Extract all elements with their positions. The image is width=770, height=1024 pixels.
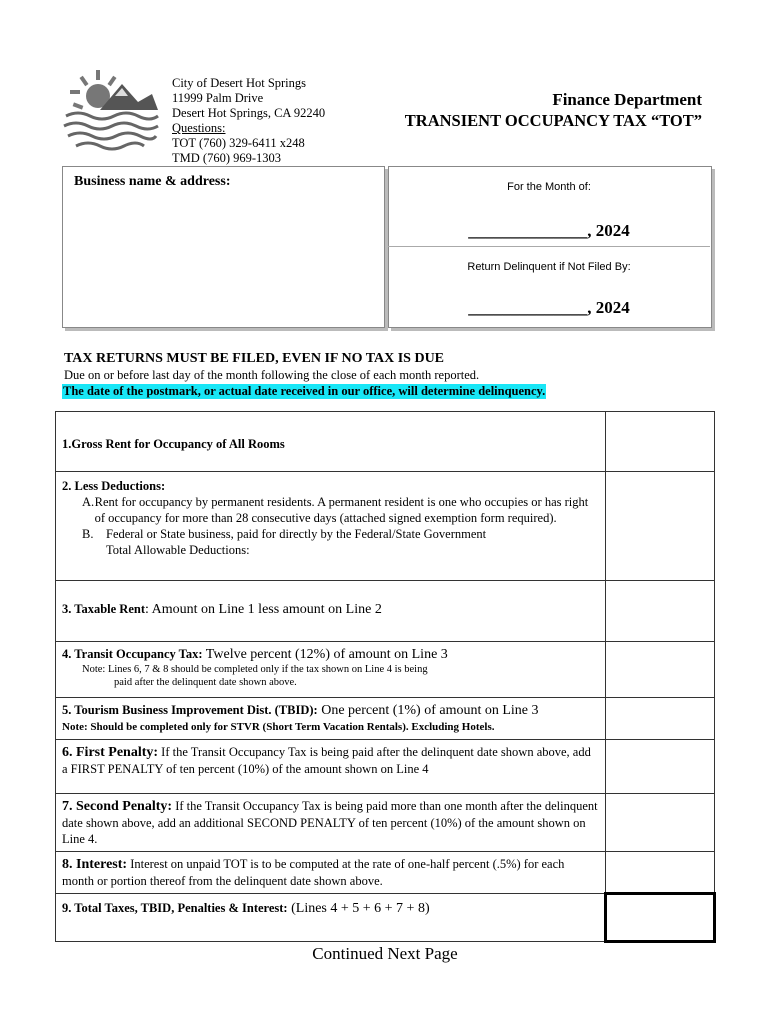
line-5-amount[interactable] [606,698,715,740]
line-4-label: 4. Transit Occupancy Tax: [62,647,203,661]
business-box[interactable] [62,166,385,328]
line-6-amount[interactable] [606,740,715,794]
questions-label: Questions: [172,121,226,135]
line-5-text: One percent (1%) of amount on Line 3 [317,703,539,718]
tax-lines-table [55,411,716,943]
line-7-label: 7. Second Penalty: [62,799,173,814]
table-row [56,852,715,894]
delinquent-label: Return Delinquent if Not Filed By: [467,261,631,273]
line-1-label: 1.Gross Rent for Occupancy of All Rooms [62,437,285,451]
city-name: City of Desert Hot Springs [172,76,307,90]
line-8-label: 8. Interest: [62,857,128,872]
line-2-total-label: Total Allowable Deductions: [106,543,250,557]
notice-due-date: Due on or before last day of the month following the close of each month reported. [64,368,480,382]
table-row [56,581,715,642]
line-4-amount[interactable] [606,642,715,698]
line-3-text: : Amount on Line 1 less amount on Line 2 [145,602,382,617]
line-8-amount[interactable] [606,852,715,894]
line-2b-text: Federal or State business, paid for directly by the Federal/State Government [106,527,487,541]
line-9-total-amount[interactable] [606,894,715,942]
table-row [56,894,715,942]
list-item [62,526,599,542]
line-4-note-cont: paid after the delinquent date shown above. [114,677,297,688]
business-label: Business name & address: [74,174,231,189]
form-title: TRANSIENT OCCUPANCY TAX “TOT” [404,111,702,130]
list-marker: B. [82,527,94,541]
line-3-amount[interactable] [606,581,715,642]
list-item [62,494,599,526]
table-row [56,698,715,740]
city-street: 11999 Palm Drive [172,91,264,105]
notice-postmark: The date of the postmark, or actual date received in our office, will determine delinquency. [63,384,546,398]
tot-phone: TOT (760) 329-6411 x248 [172,136,305,150]
city-zip: Desert Hot Springs, CA 92240 [172,106,326,120]
line-2-amount[interactable] [606,472,715,581]
table-row [56,642,715,698]
line-2-label: 2. Less Deductions: [62,479,166,493]
list-marker: A. [82,495,95,509]
table-row [56,412,715,472]
line-5-label: 5. Tourism Business Improvement Dist. (TBID): [62,703,318,717]
line-3-label: 3. Taxable Rent [62,602,146,616]
table-row [56,740,715,794]
line-8-text: Interest on unpaid TOT is to be computed at the rate of one-half percent (.5%) for each month or portion thereof from the delinquent date shown above. [62,857,565,888]
tmd-phone: TMD (760) 969-1303 [172,151,282,165]
city-sun-waves-logo [60,66,160,156]
line-4-text: Twelve percent (12%) of amount on Line 3 [202,647,448,662]
table-row [56,794,715,852]
line-4-note: Note: Lines 6, 7 & 8 should be completed only if the tax shown on Line 4 is being [82,664,428,675]
delinquent-field[interactable]: ______________, 2024 [468,298,630,317]
line-5-note: Note: Should be completed only for STVR (Short Term Vacation Rentals). Excluding Hotels. [62,721,495,733]
form-heading [405,90,702,132]
line-1-amount[interactable] [606,412,715,472]
line-9-label: 9. Total Taxes, TBID, Penalties & Interest: [62,901,288,915]
month-divider [388,246,710,247]
city-address-block [172,76,325,166]
department-name: Finance Department [552,90,702,109]
month-label: For the Month of: [507,181,591,193]
line-2a-text: Rent for occupancy by permanent residents. A permanent resident is one who occupies or has right of occupancy for more than 28 consecutive days (attached signed exemption form required). [94,495,589,525]
line-7-text: If the Transit Occupancy Tax is being paid more than one month after the delinquent date shown above, add an additional SECOND PENALTY of ten percent (10%) of the amount shown on Line 4. [62,799,598,846]
table-row [56,472,715,581]
line-6-text: If the Transit Occupancy Tax is being paid after the delinquent date shown above, add a FIRST PENALTY of ten percent (10%) of the amount shown on Line 4 [62,745,591,776]
notice-heading: TAX RETURNS MUST BE FILED, EVEN IF NO TAX IS DUE [64,351,445,366]
line-7-amount[interactable] [606,794,715,852]
line-9-text: (Lines 4 + 5 + 6 + 7 + 8) [287,901,430,916]
continued-next-page: Continued Next Page [312,944,458,963]
month-field[interactable]: ______________, 2024 [468,221,630,240]
line-6-label: 6. First Penalty: [62,745,159,760]
